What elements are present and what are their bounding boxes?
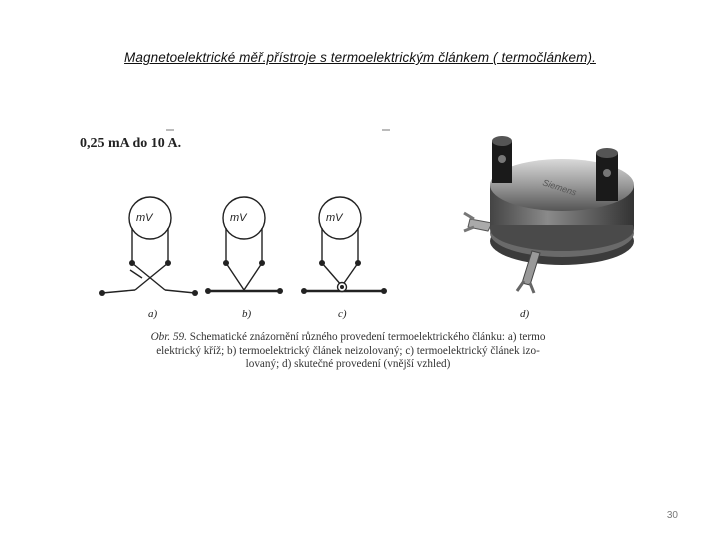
range-label: 0,25 mA do 10 A. <box>80 136 182 151</box>
sublabel-d: d) <box>520 308 530 320</box>
photo-brand-text: Siemens <box>541 177 578 198</box>
meter-label-a: mV <box>136 212 153 224</box>
slide-title: Magnetoelektrické měř.přístroje s termoelektrickým článkem ( termočlánkem). <box>124 50 596 65</box>
sublabel-b: b) <box>242 308 252 320</box>
thermocouple-photo <box>462 123 662 303</box>
caption-number: Obr. 59. <box>150 331 187 343</box>
caption-line-1 <box>78 331 618 345</box>
page-number: 30 <box>666 510 678 521</box>
figure-caption <box>78 331 618 372</box>
caption-text-1: Schematické znázornění různého provedení termoelektrického článku: a) termo <box>189 331 546 343</box>
caption-line-3: lovaný; d) skutečné provedení (vnější vzhled) <box>245 358 451 370</box>
figure-scan <box>70 118 660 388</box>
sublabel-a: a) <box>148 308 158 320</box>
caption-line-2: elektrický kříž; b) termoelektrický článek neizolovaný; c) termoelektrický článek izo- <box>156 344 540 357</box>
meter-label-b: mV <box>230 212 247 224</box>
sublabel-c: c) <box>338 308 347 320</box>
meter-label-c: mV <box>326 212 343 224</box>
schematic-c <box>302 197 386 291</box>
